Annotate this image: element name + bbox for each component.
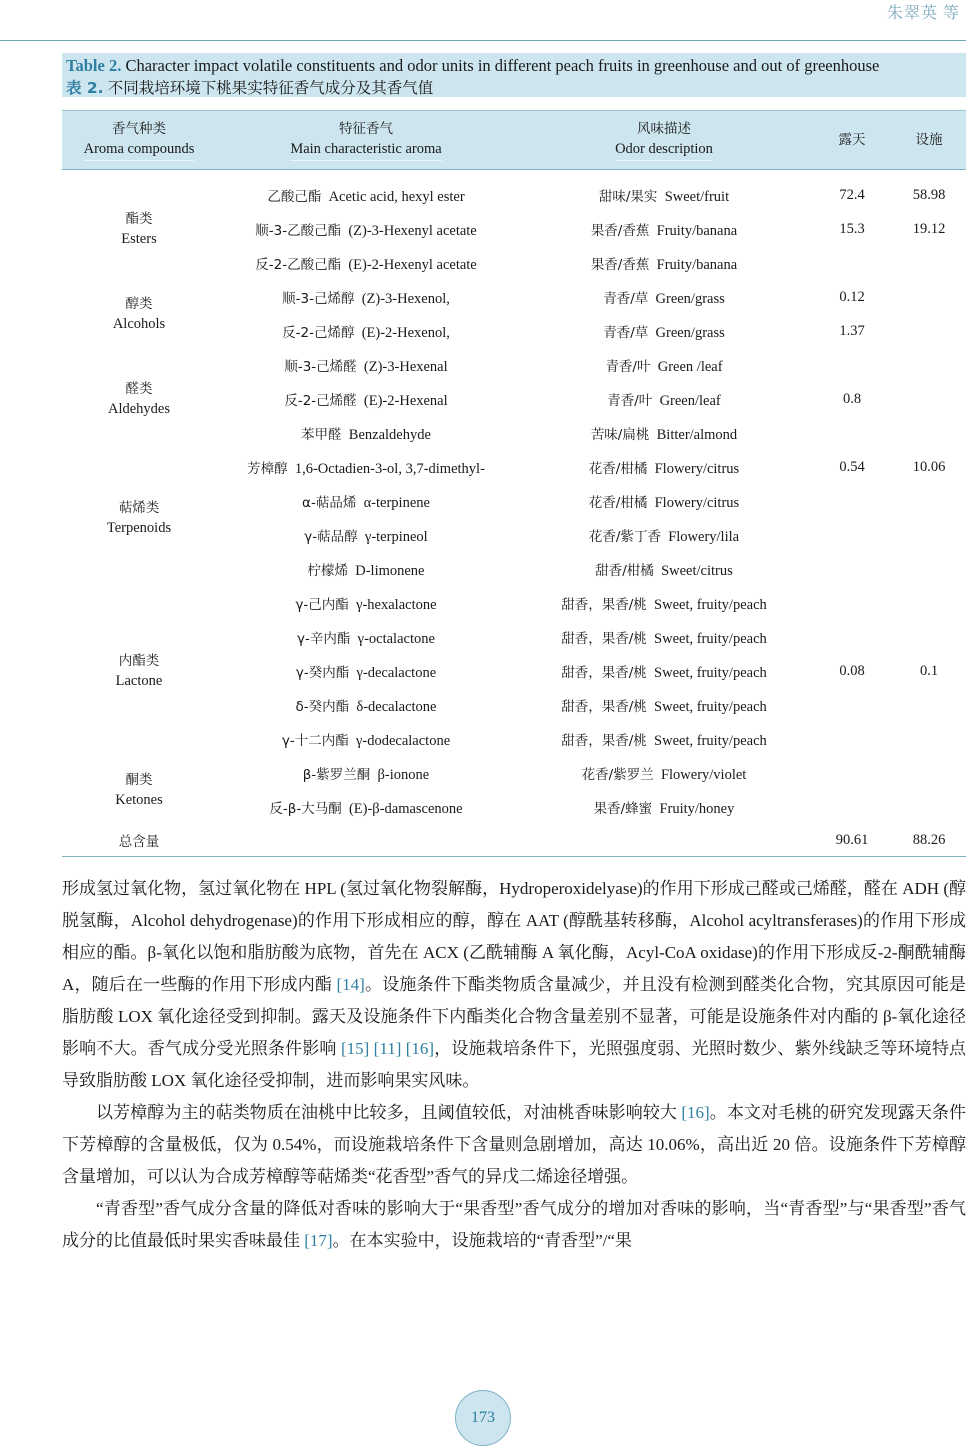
aroma-cell: γ-辛内酯 γ-octalactone [297,630,435,647]
odor-cell: 甜香，果香/桃 Sweet, fruity/peach [561,630,767,647]
table-header-row [62,111,966,170]
group-terpenoids: 萜烯类 Terpenoids [106,500,172,536]
total-open-value: 90.61 [812,824,892,857]
header-open-field: 露天 [812,111,892,170]
aroma-table [62,110,966,857]
greenhouse-value: 19.12 [912,220,946,237]
caption-cn-text: 不同栽培环境下桃果实特征香气成分及其香气值 [107,79,434,97]
odor-cell: 花香/柑橘 Flowery/citrus [588,494,740,511]
group-lactone: 内酯类 Lactone [115,653,163,689]
total-greenhouse-value: 88.26 [892,824,966,857]
aroma-cell: 反-2-己烯醛 (E)-2-Hexenal [284,392,448,409]
odor-cell: 果香/香蕉 Fruity/banana [590,222,738,239]
paragraph: 形成氢过氧化物，氢过氧化物在 HPL (氢过氧化物裂解酶，Hydroperoxidelyase)的作用下形成己醛或己烯醛，醛在 ADH (醇脱氢酶，Alcohol dehydrogenase)的作用下形成相应的醇，醇在 AAT (醇酰基转移酶，Alcohol acyltransferases)的作用下形成相应的酯。β-氧化以饱和脂肪酸为底物，首先在 ACX (乙酰辅酶 A 氧化酶，Acyl-CoA oxidase)的作用下形成反-2-酮酰辅酶 A，随后在一些酶的作用下形成内酯 [14]。设施条件下酯类物质含量减少，并且没有检测到醛类化合物，究其原因可能是脂肪酸 LOX 氧化途径受到抑制。露天及设施条件下内酯类化合物含量差别不显著，可能是设施条件对内酯的 β-氧化途径影响不大。香气成分受光照条件影响 [15] [11] [16]，设施栽培条件下，光照强度弱、光照时数少、紫外线缺乏等环境特点导致脂肪酸 LOX 氧化途径受抑制，进而影响果实风味。 [62,879,966,1090]
header-greenhouse: 设施 [892,111,966,170]
aroma-cell: 顺-3-己烯醛 (Z)-3-Hexenal [284,358,448,375]
aroma-cell: δ-癸内酯 δ-decalactone [295,698,437,715]
aroma-cell: 柠檬烯 D-limonene [307,562,425,579]
open-value: 15.3 [839,220,865,237]
aroma-cell: 顺-3-己烯醇 (Z)-3-Hexenol, [282,290,450,307]
group-ketones: 酮类 Ketones [115,772,163,808]
odor-cell: 花香/紫罗兰 Flowery/violet [581,766,747,783]
odor-cell: 青香/叶 Green/leaf [607,392,721,409]
odor-cell: 花香/紫丁香 Flowery/lila [588,528,740,545]
table-row [62,586,966,620]
open-value [812,484,892,518]
group-alcohols: 醇类 Alcohols [112,296,166,332]
greenhouse-value [892,314,966,348]
body-text [62,873,966,1257]
open-value: 0.54 [839,458,865,475]
greenhouse-value: 10.06 [912,458,946,475]
greenhouse-value [892,280,966,314]
table-row [62,756,966,790]
greenhouse-value [892,756,966,790]
aroma-cell: 反-2-乙酸己酯 (E)-2-Hexenyl acetate [255,256,477,273]
odor-cell: 甜香，果香/桃 Sweet, fruity/peach [561,698,767,715]
open-value: 1.37 [839,322,865,339]
aroma-cell: 反-2-己烯醇 (E)-2-Hexenol, [282,324,450,341]
running-head: 朱翠英 等 [886,5,960,22]
paragraph: 以芳樟醇为主的萜类物质在油桃中比较多，且阈值较低，对油桃香味影响较大 [16]。本文对毛桃的研究发现露天条件下芳樟醇的含量极低，仅为 0.54%，而设施栽培条件下含量则急剧增加，高达 10.06%，高出近 20 倍。设施条件下芳樟醇含量增加，可以认为合成芳樟醇等萜烯类“花香型”香气的异戊二烯途径增强。 [62,1103,966,1186]
odor-cell: 青香/草 Green/grass [603,290,725,307]
odor-cell: 苦味/扁桃 Bitter/almond [590,426,738,443]
greenhouse-value [892,246,966,280]
header-rule [0,40,966,41]
open-value: 0.8 [842,390,862,407]
odor-cell: 青香/叶 Green /leaf [605,358,723,375]
aroma-cell: 芳樟醇 1,6-Octadien-3-ol, 3,7-dimethyl- [247,460,485,477]
total-row [62,824,966,857]
aroma-cell: 反-β-大马酮 (E)-β-damascenone [269,800,463,817]
greenhouse-value [892,552,966,586]
citation-link[interactable]: [15] [11] [16] [340,1039,435,1058]
aroma-cell: γ-己内酯 γ-hexalactone [295,596,437,613]
caption-en [66,55,966,77]
table-row [62,450,966,484]
open-value [812,518,892,552]
paragraph: “青香型”香气成分含量的降低对香味的影响大于“果香型”香气成分的增加对香味的影响，当“青香型”与“果香型”香气成分的比值最低时果实香味最佳 [17]。在本实验中，设施栽培的“青香型”/“果 [62,1199,966,1250]
open-value [812,790,892,824]
total-label: 总含量 [62,824,216,857]
page-number: 173 [455,1390,511,1446]
aroma-cell: 乙酸己酯 Acetic acid, hexyl ester [267,188,465,205]
odor-cell: 甜香，果香/桃 Sweet, fruity/peach [561,664,767,681]
table-row [62,280,966,314]
odor-cell: 果香/蜂蜜 Fruity/honey [593,800,735,817]
odor-cell: 花香/柑橘 Flowery/citrus [588,460,740,477]
aroma-cell: γ-癸内酯 γ-decalactone [295,664,437,681]
header-odor-description: 风味描述 Odor description [516,111,812,170]
group-aldehydes: 醛类 Aldehydes [107,381,170,417]
header-main-aroma: 特征香气 Main characteristic aroma [216,111,516,170]
citation-link[interactable]: [14] [336,975,365,994]
greenhouse-value [892,518,966,552]
greenhouse-value: 0.1 [919,662,939,679]
aroma-cell: γ-十二内酯 γ-dodecalactone [281,732,451,749]
caption-en-label: Table 2. [66,56,122,75]
greenhouse-value [892,348,966,450]
odor-cell: 甜香，果香/桃 Sweet, fruity/peach [561,732,767,749]
header-aroma-compounds: 香气种类 Aroma compounds [62,111,216,170]
greenhouse-value [892,484,966,518]
open-value [812,756,892,790]
caption-en-text: Character impact volatile constituents and odor units in different peach fruits in greenhouse and out of greenhouse [125,56,880,75]
caption-cn-label: 表 2. [66,79,104,97]
odor-cell: 甜味/果实 Sweet/fruit [598,188,730,205]
odor-cell: 甜香/柑橘 Sweet/citrus [595,562,733,579]
odor-cell: 青香/草 Green/grass [603,324,725,341]
table-row [62,170,966,213]
open-value [812,552,892,586]
open-value: 72.4 [839,186,865,203]
citation-link[interactable]: [16] [681,1103,710,1122]
odor-cell: 果香/香蕉 Fruity/banana [590,256,738,273]
aroma-cell: γ-萜品醇 γ-terpineol [304,528,428,545]
aroma-cell: 苯甲醛 Benzaldehyde [301,426,431,443]
greenhouse-value [892,790,966,824]
aroma-cell: α-萜品烯 α-terpinene [302,494,430,511]
citation-link[interactable]: [17] [304,1231,333,1250]
caption-cn [66,77,966,99]
open-value: 0.08 [839,662,865,679]
odor-cell: 甜香，果香/桃 Sweet, fruity/peach [561,596,767,613]
group-esters: 酯类 Esters [121,211,157,247]
open-value: 0.12 [839,288,865,305]
greenhouse-value: 58.98 [912,186,946,203]
table-row [62,348,966,382]
open-value [812,246,892,280]
aroma-cell: β-紫罗兰酮 β-ionone [302,766,430,783]
table-caption [62,53,966,97]
aroma-cell: 顺-3-乙酸己酯 (Z)-3-Hexenyl acetate [255,222,477,239]
